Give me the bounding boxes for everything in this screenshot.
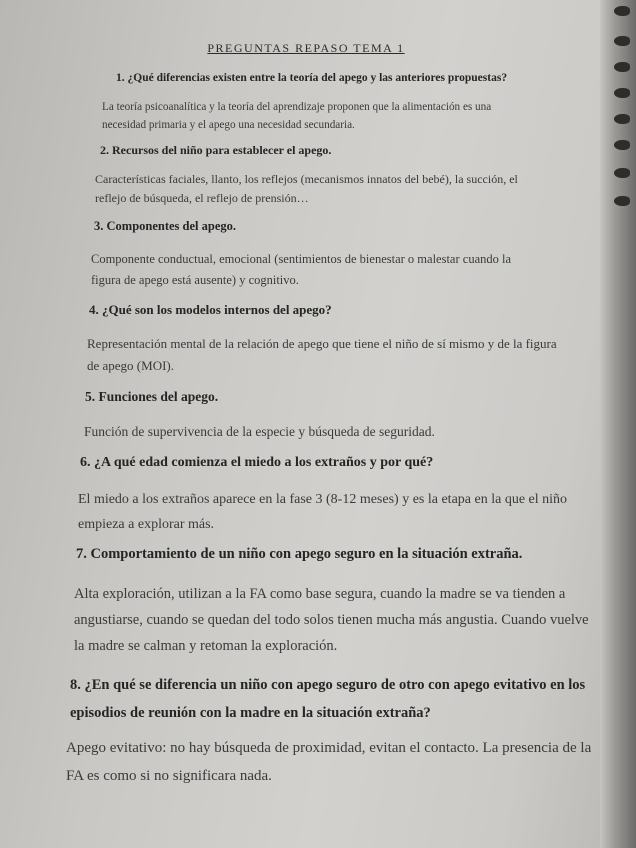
answer-line: El miedo a los extraños aparece en la fase 3 (8-12 meses) y es la etapa en la que el niño: [78, 492, 568, 507]
answer-line: empieza a explorar más.: [78, 517, 215, 532]
answer-line: Alta exploración, utilizan a la FA como base segura, cuando la madre se va tienden a: [74, 586, 566, 602]
page-title: PREGUNTAS REPASO TEMA 1: [207, 41, 405, 55]
binding-ring: [614, 114, 630, 124]
question-4: 4. ¿Qué son los modelos internos del apego?: [89, 302, 332, 317]
binding-ring: [614, 88, 630, 98]
question-6: 6. ¿A qué edad comienza el miedo a los extraños y por qué?: [80, 455, 434, 470]
answer-line: Representación mental de la relación de apego que tiene el niño de sí mismo y de la figura: [87, 336, 557, 351]
answer-1: [102, 98, 491, 134]
spiral-binding: [600, 0, 636, 848]
answer-line: Apego evitativo: no hay búsqueda de proximidad, evitan el contacto. La presencia de la: [66, 740, 592, 756]
answer-line: FA es como si no significara nada.: [66, 768, 272, 784]
question-8-line: episodios de reunión con la madre en la situación extraña?: [70, 705, 431, 721]
question-7: 7. Comportamiento de un niño con apego seguro en la situación extraña.: [76, 546, 523, 562]
answer-line: necesidad primaria y el apego una necesidad secundaria.: [102, 119, 355, 131]
binding-ring: [614, 196, 630, 206]
binding-ring: [614, 62, 630, 72]
question-2: 2. Recursos del niño para establecer el apego.: [100, 143, 332, 157]
answer-line: Función de supervivencia de la especie y búsqueda de seguridad.: [84, 424, 435, 439]
binding-ring: [614, 36, 630, 46]
question-5: 5. Funciones del apego.: [85, 389, 219, 404]
answer-3: [91, 249, 511, 291]
answer-line: angustiarse, cuando se quedan del todo solos tienen mucha más angustia. Cuando vuelve: [74, 612, 589, 628]
question-block-4: [89, 302, 332, 318]
answer-8: [66, 734, 591, 790]
binding-ring: [614, 6, 630, 16]
question-block-5: [85, 389, 218, 405]
question-block-8: [70, 671, 585, 727]
binding-ring: [614, 140, 630, 150]
answer-line: La teoría psicoanalítica y la teoría del aprendizaje proponen que la alimentación es una: [102, 101, 492, 113]
answer-line: reflejo de búsqueda, el reflejo de prensión…: [95, 191, 309, 205]
binding-ring: [614, 168, 630, 178]
question-block-3: [94, 219, 236, 234]
question-block-2: [100, 143, 331, 158]
answer-4: [87, 333, 557, 377]
answer-line: Componente conductual, emocional (sentimientos de bienestar o malestar cuando la: [91, 252, 512, 266]
answer-7: [74, 581, 589, 659]
question-block-6: [80, 455, 433, 471]
answer-2: [95, 170, 518, 208]
answer-line: figura de apego está ausente) y cognitivo.: [91, 273, 299, 287]
question-3: 3. Componentes del apego.: [94, 219, 237, 233]
question-8-line: 8. ¿En qué se diferencia un niño con apego seguro de otro con apego evitativo en los: [70, 677, 586, 693]
answer-line: Características faciales, llanto, los reflejos (mecanismos innatos del bebé), la succión, el: [95, 172, 518, 186]
question-1: 1. ¿Qué diferencias existen entre la teoría del apego y las anteriores propuestas?: [116, 72, 508, 84]
answer-line: la madre se calman y retoman la exploración.: [74, 638, 338, 654]
question-block-7: [76, 546, 522, 563]
answer-6: [78, 487, 567, 537]
answer-line: de apego (MOI).: [87, 358, 174, 373]
answer-5: [84, 421, 435, 443]
question-block-1: [116, 72, 507, 84]
